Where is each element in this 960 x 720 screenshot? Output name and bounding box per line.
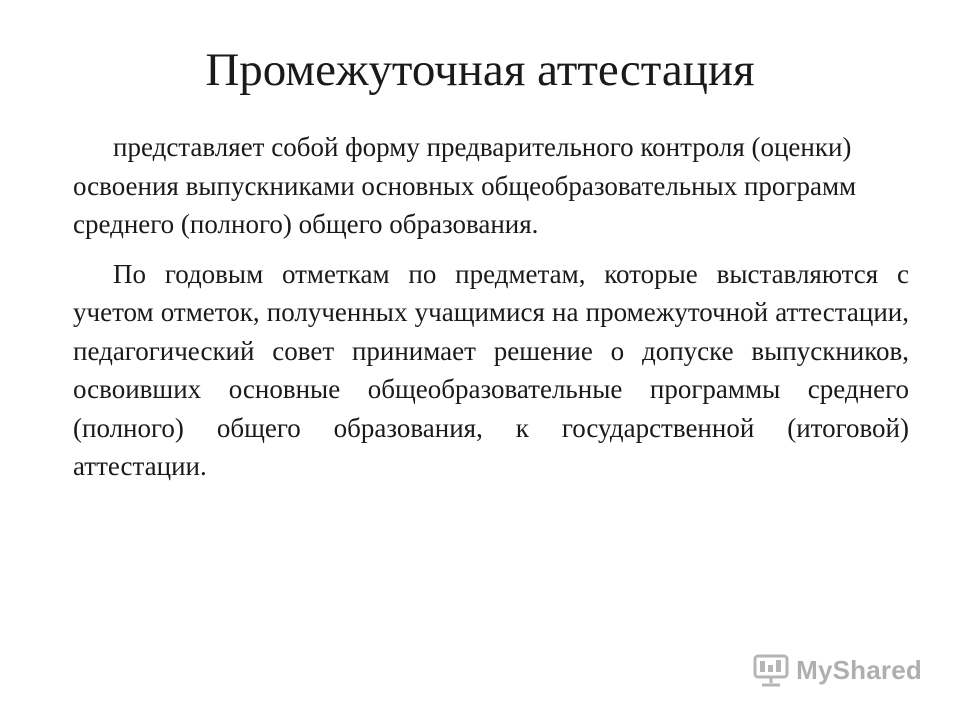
slide-body xyxy=(73,128,909,486)
slide-title: Промежуточная аттестация xyxy=(205,44,755,96)
watermark-text: MyShared xyxy=(796,654,922,685)
watermark xyxy=(752,650,922,690)
paragraph-decision: По годовым отметкам по предметам, которые выставляются с учетом отметок, полученных учащимися на промежуточной аттестации, педагогический совет принимает решение о допуске выпускников, освоивших основные общеобразовательные программы среднего (полного) общего образования, к государственной (итоговой) аттестации. xyxy=(73,258,909,481)
presentation-board-icon xyxy=(752,652,790,688)
paragraph-definition: представляет собой форму предварительного контроля (оценки) освоения выпускниками основных общеобразовательных программ среднего (полного) общего образования. xyxy=(73,132,857,239)
